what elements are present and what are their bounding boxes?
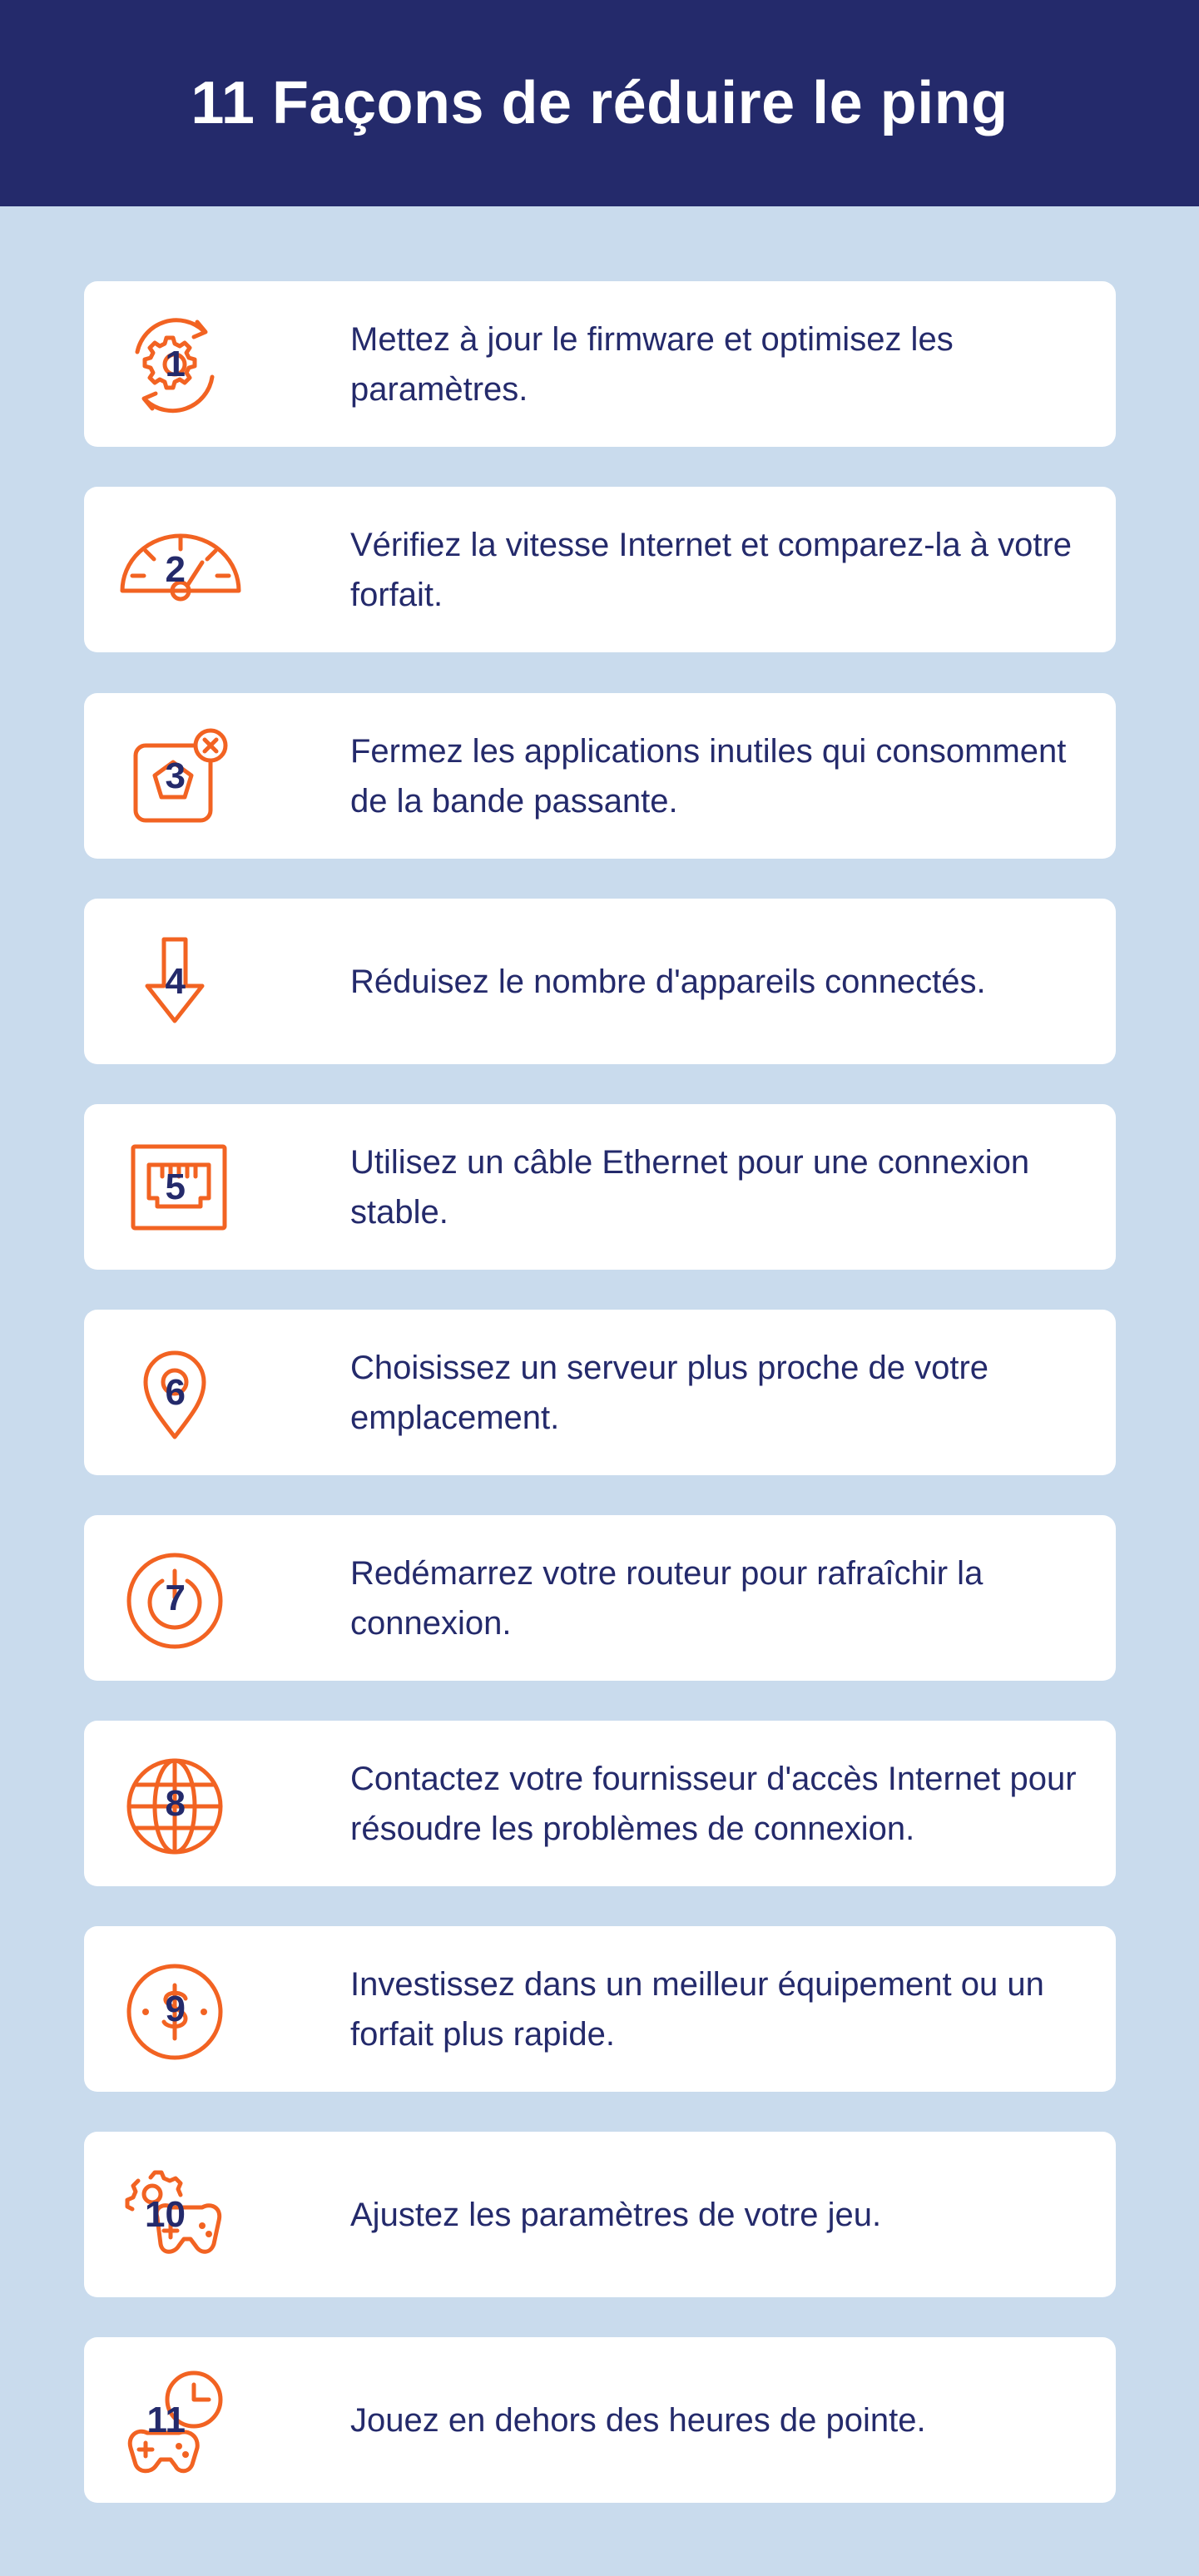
- step-text: Vérifiez la vitesse Internet et comparez-la à votre forfait.: [350, 526, 1073, 613]
- list-item: [84, 2337, 1116, 2503]
- list-item: [84, 1926, 1116, 2092]
- step-number: 7: [165, 1577, 186, 1618]
- step-number: 10: [145, 2193, 186, 2235]
- list-item: [84, 693, 1116, 859]
- step-text: Choisissez un serveur plus proche de votre emplacement.: [350, 1349, 989, 1436]
- step-number: 3: [165, 755, 186, 796]
- list-item: [84, 1104, 1116, 1270]
- list-item: [84, 899, 1116, 1064]
- step-number: 4: [165, 960, 186, 1002]
- header: [0, 0, 1199, 206]
- step-text: Utilisez un câble Ethernet pour une connexion stable.: [350, 1143, 1030, 1231]
- step-number: 9: [165, 1988, 186, 2029]
- step-number: 6: [165, 1371, 186, 1413]
- list-item: [84, 1515, 1116, 1681]
- step-text: Fermez les applications inutiles qui consomment de la bande passante.: [350, 732, 1067, 820]
- step-text: Ajustez les paramètres de votre jeu.: [350, 2196, 882, 2233]
- list-item: [84, 1310, 1116, 1475]
- step-text: Redémarrez votre routeur pour rafraîchir la connexion.: [350, 1554, 983, 1642]
- page-title: 11 Façons de réduire le ping: [191, 70, 1008, 136]
- step-text: Mettez à jour le firmware et optimisez les paramètres.: [350, 320, 954, 408]
- step-text: Contactez votre fournisseur d'accès Internet pour résoudre les problèmes de connexion.: [350, 1760, 1077, 1847]
- step-text: Jouez en dehors des heures de pointe.: [350, 2401, 926, 2439]
- step-number: 1: [165, 343, 186, 384]
- step-number: 11: [146, 2399, 186, 2440]
- list-item: [84, 1721, 1116, 1886]
- list-item: [84, 487, 1116, 652]
- step-number: 8: [165, 1782, 186, 1824]
- step-text: Investissez dans un meilleur équipement ou un forfait plus rapide.: [350, 1965, 1044, 2053]
- list-item: [84, 2132, 1116, 2297]
- list-item: [84, 281, 1116, 447]
- step-text: Réduisez le nombre d'appareils connectés.: [350, 963, 986, 1000]
- step-number: 2: [165, 548, 186, 590]
- step-number: 5: [165, 1166, 186, 1207]
